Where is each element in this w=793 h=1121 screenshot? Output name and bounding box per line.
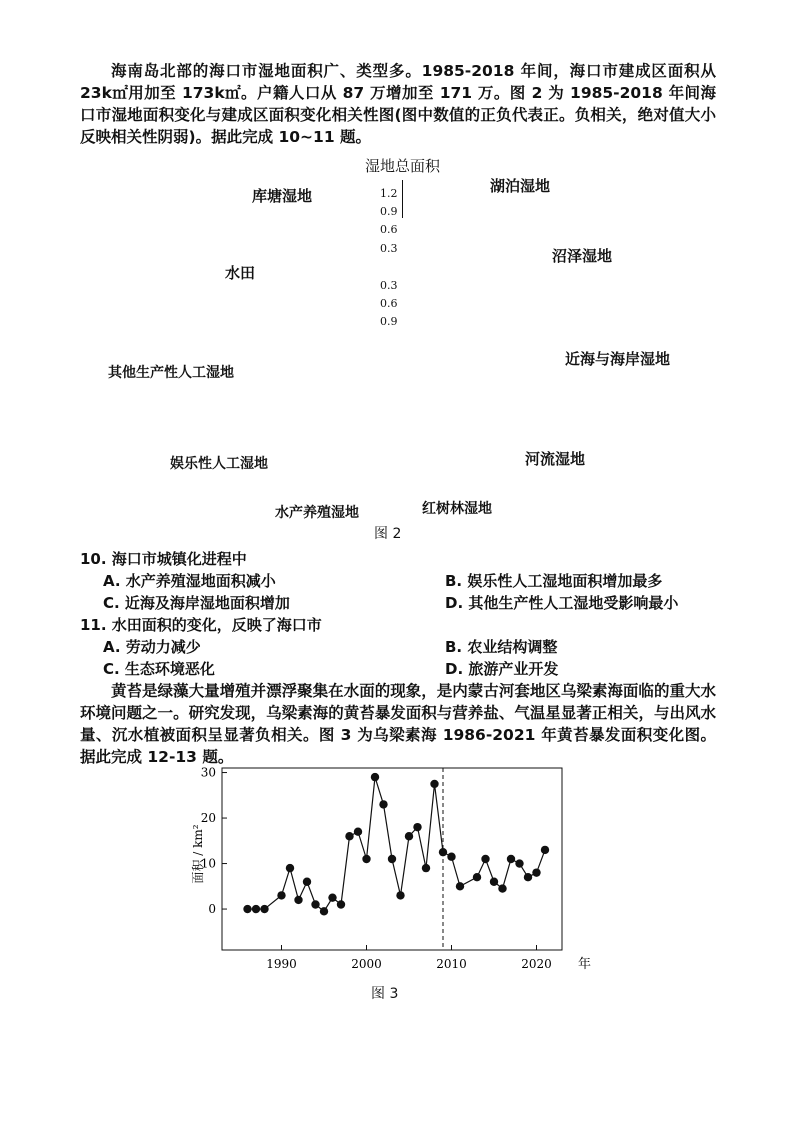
passage-1: 海南岛北部的海口市湿地面积广、类型多。1985-2018 年间，海口市建成区面积从 23k㎡用加至 173k㎡。户籍人口从 87 万增加至 171 万。图 2 为 1985-2018 年间海口市湿地面积变化与建成区面积变化相关性图(图中数值的正负代表正。负相关，绝对值大小反映相关性阴弱)。据此完成 10~11 题。 — [80, 62, 716, 146]
figure-3-chart — [180, 760, 610, 980]
fig2-tick: 0.9 — [380, 205, 398, 218]
data-point — [345, 832, 353, 840]
fig2-tick: 0.6 — [380, 297, 398, 310]
data-point — [422, 864, 430, 872]
figure-3-caption: 图 3 — [371, 986, 399, 1002]
data-point — [379, 800, 387, 808]
q11-option-b: B. 农业结构调整 — [445, 638, 558, 656]
data-point — [405, 832, 413, 840]
data-point — [447, 853, 455, 861]
y-axis-label: 面积 / km² — [191, 824, 205, 884]
label-lake: 湖泊湿地 — [490, 177, 551, 195]
q10-option-c: C. 近海及海岸湿地面积增加 — [103, 594, 290, 612]
q11-option-c: C. 生态环境恶化 — [103, 660, 215, 678]
data-point — [490, 878, 498, 886]
data-point — [388, 855, 396, 863]
data-point — [260, 905, 268, 913]
figure-2 — [90, 145, 710, 545]
label-recreational: 娱乐性人工湿地 — [170, 456, 268, 472]
data-point — [328, 893, 336, 901]
data-point — [541, 846, 549, 854]
data-point — [439, 848, 447, 856]
label-aquaculture: 水产养殖湿地 — [275, 505, 359, 521]
label-marsh: 沼泽湿地 — [552, 247, 613, 265]
data-point — [524, 873, 532, 881]
question-10-stem: 10. 海口市城镇化进程中 — [80, 550, 247, 568]
data-point — [277, 891, 285, 899]
data-point — [362, 855, 370, 863]
data-point — [481, 855, 489, 863]
data-point — [337, 900, 345, 908]
y-tick-label: 0 — [208, 902, 216, 917]
y-tick-label: 10 — [200, 856, 216, 871]
fig2-tick: 0.3 — [380, 279, 398, 292]
data-point — [473, 873, 481, 881]
data-point — [252, 905, 260, 913]
data-point — [515, 859, 523, 867]
label-other-production: 其他生产性人工湿地 — [108, 365, 234, 381]
y-tick-label: 20 — [200, 811, 216, 826]
label-river: 河流湿地 — [525, 450, 586, 468]
passage-2: 黄苔是绿藻大量增殖并漂浮聚集在水面的现象，是内蒙古河套地区乌梁素海面临的重大水环境问题之一。研究发现，乌梁素海的黄苔暴发面积与营养盐、气温星显著正相关，与出风水量、沉水植被面积呈显著负相关。图 3 为乌梁素海 1986-2021 年黄苔暴发面积变化图。据此完成 12-13 题。 — [80, 682, 716, 766]
data-point — [396, 891, 404, 899]
label-paddy: 水田 — [225, 264, 256, 282]
q11-option-d: D. 旅游产业开发 — [445, 660, 559, 678]
data-point — [243, 905, 251, 913]
data-point — [303, 878, 311, 886]
data-point — [507, 855, 515, 863]
question-11-stem: 11. 水田面积的变化，反映了海口市 — [80, 616, 322, 634]
label-mangrove: 红树林湿地 — [422, 501, 492, 517]
data-point — [430, 780, 438, 788]
fig2-tick: 0.3 — [380, 242, 398, 255]
fig2-tick: 1.2 — [380, 187, 398, 200]
fig2-center-label: 湿地总面积 — [365, 157, 441, 175]
data-point — [354, 828, 362, 836]
x-tick-label: 2010 — [436, 957, 467, 971]
x-tick-label: 2020 — [521, 957, 552, 971]
q11-option-a: A. 劳动力减少 — [103, 638, 201, 656]
data-point — [371, 773, 379, 781]
x-axis-unit: 年 — [578, 957, 592, 972]
y-tick-label: 30 — [200, 765, 216, 780]
fig2-tick: 0.9 — [380, 315, 398, 328]
data-point — [532, 868, 540, 876]
figure-2-caption: 图 2 — [374, 526, 402, 542]
fig2-axis-line — [402, 180, 403, 218]
label-coastal: 近海与海岸湿地 — [565, 350, 671, 368]
data-point — [311, 900, 319, 908]
label-reservoir: 库塘湿地 — [252, 187, 313, 205]
x-tick-label: 2000 — [351, 957, 382, 971]
q10-option-d: D. 其他生产性人工湿地受影响最小 — [445, 594, 679, 612]
data-point — [294, 896, 302, 904]
data-point — [286, 864, 294, 872]
data-point — [320, 907, 328, 915]
x-tick-label: 1990 — [266, 957, 297, 971]
data-point — [498, 884, 506, 892]
data-point — [413, 823, 421, 831]
data-point — [456, 882, 464, 890]
q10-option-a: A. 水产养殖湿地面积减小 — [103, 572, 276, 590]
q10-option-b: B. 娱乐性人工湿地面积增加最多 — [445, 572, 663, 590]
fig2-tick: 0.6 — [380, 223, 398, 236]
